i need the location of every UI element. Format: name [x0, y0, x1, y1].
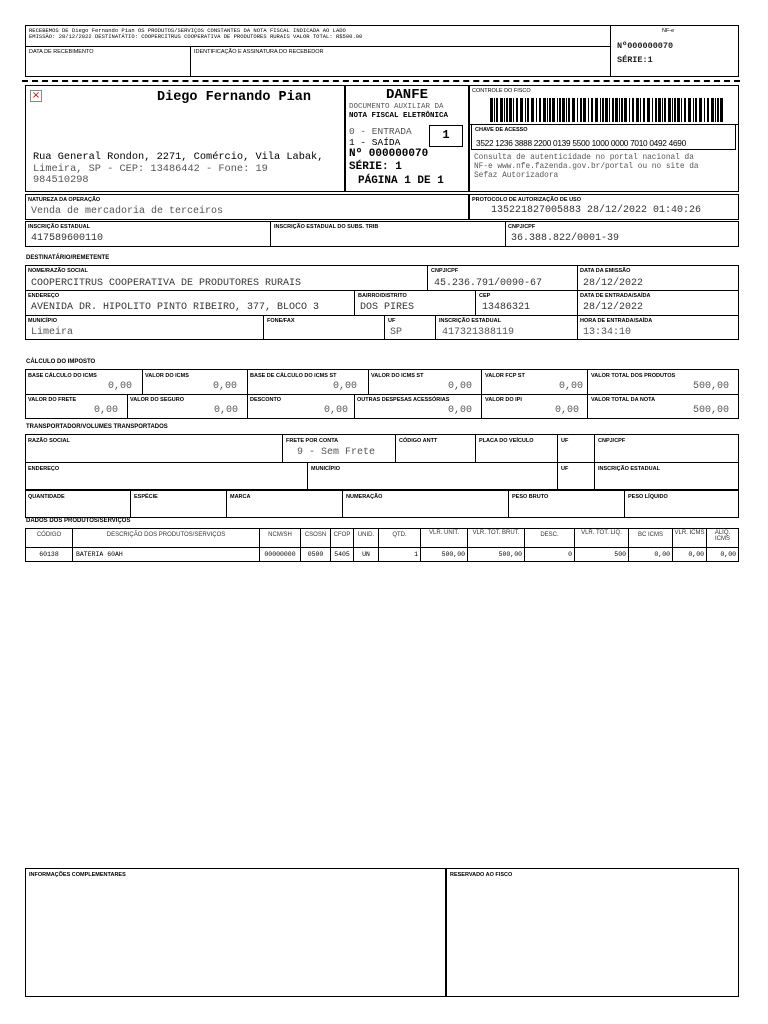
dest-emissao: 28/12/2022: [583, 278, 644, 289]
dest-cnpj: 45.236.791/0090-67: [434, 278, 543, 289]
natureza-label: NATUREZA DA OPERAÇÃO: [28, 197, 101, 203]
row-vlr-tot-brut: 500,00: [498, 551, 522, 558]
emitente-nome: Diego Fernando Pian: [157, 90, 311, 105]
reservado-fisco-box: [446, 868, 739, 997]
canhoto-numero: Nº000000070: [617, 41, 674, 51]
transp-uf2-label: UF: [561, 466, 569, 472]
dest-bairro: DOS PIRES: [360, 302, 415, 313]
produtos-title: DADOS DOS PRODUTOS/SERVIÇOS: [26, 518, 131, 524]
transp-placa-label: PLACA DO VEÍCULO: [479, 438, 534, 444]
transp-municipio-label: MUNICÍPIO: [311, 466, 341, 472]
danfe-serie: SÉRIE: 1: [349, 161, 402, 173]
protocolo-value: 135221827005883 28/12/2022 01:40:26: [491, 205, 702, 216]
chave-acesso: 3522 1236 3888 2200 0139 5500 1000 0000 7010 0492 4690: [476, 138, 686, 148]
transp-frete-label: FRETE POR CONTA: [286, 438, 339, 444]
danfe-numero: Nº 000000070: [349, 148, 429, 160]
barcode: [490, 98, 726, 122]
col-vlr-icms: VLR. ICMS: [674, 530, 705, 536]
valor-icms-st-label: VALOR DO ICMS ST: [371, 373, 424, 379]
destinatario-title: DESTINATÁRIO/REMETENTE: [26, 255, 110, 261]
valor-icms: 0,00: [212, 381, 237, 392]
canhoto-nfe-label: NF-e: [662, 28, 675, 34]
canhoto-line1: RECEBEMOS DE Diego Fernando Pian OS PRODUTOS/SERVIÇOS CONSTANTES DA NOTA FISCAL INDICADA AO LADO: [29, 27, 346, 34]
row-qtd: 1: [414, 551, 418, 558]
protocolo-label: PROTOCOLO DE AUTORIZAÇÃO DE USO: [472, 197, 581, 203]
canhoto-line2: EMISSÃO: 28/12/2022 DESTINATÁTIO: COOPERCITRUS COOPERATIVA DE PRODUTORES RURAIS VALOR TOTAL: R$500.00: [29, 33, 363, 40]
row-descricao: BATERIA 60AH: [76, 551, 123, 558]
info-complementares-label: INFORMAÇÕES COMPLEMENTARES: [29, 872, 126, 878]
row-csosn: 0500: [307, 551, 324, 558]
transp-ie-label: INSCRIÇÃO ESTADUAL: [598, 466, 660, 472]
row-ncm: 00000000: [264, 551, 296, 558]
row-unid: UN: [362, 551, 370, 558]
transp-cnpj-label: CNPJ/CPF: [598, 438, 626, 444]
logo-placeholder-icon: ×: [31, 90, 41, 101]
col-vlr-tot-liq: VLR. TOT. LÍQ.: [581, 530, 622, 536]
transp-especie-label: ESPÉCIE: [134, 494, 158, 500]
emitente-cnpj: 36.388.822/0001-39: [511, 233, 620, 244]
controle-fisco-label: CONTROLE DO FISCO: [472, 88, 531, 94]
consulta-2: NF-e www.nfe.fazenda.gov.br/portal ou no site da: [474, 163, 699, 171]
row-vlr-tot-liq: 500: [614, 551, 626, 558]
emitente-cnpj-label: CNPJ/CPF: [508, 224, 536, 230]
danfe-tipo: 1: [442, 128, 450, 142]
consulta-1: Consulta de autenticidade no portal nacional da: [474, 154, 694, 162]
transp-endereco-label: ENDEREÇO: [28, 466, 60, 472]
dest-emissao-label: DATA DA EMISSÃO: [580, 268, 631, 274]
ipi: 0,00: [554, 405, 579, 416]
dest-entrada-label: DATA DE ENTRADA/SAÍDA: [580, 293, 651, 299]
ipi-label: VALOR DO IPI: [485, 397, 522, 403]
ie-label: INSCRIÇÃO ESTADUAL: [28, 224, 90, 230]
transp-marca-label: MARCA: [230, 494, 251, 500]
col-cfop: CFOP: [333, 532, 351, 538]
emitente-cidade: Limeira, SP - CEP: 13486442 - Fone: 19: [33, 163, 268, 175]
transp-antt-label: CÓDIGO ANTT: [399, 438, 438, 444]
col-codigo: CÓDIGO: [36, 532, 62, 538]
transp-peso-bruto-label: PESO BRUTO: [512, 494, 549, 500]
dest-ie: 417321388119: [442, 327, 515, 338]
col-csosn: CSOSN: [304, 532, 327, 538]
row-desc: 0: [568, 551, 572, 558]
data-recebimento-label: DATA DE RECEBIMENTO: [29, 49, 94, 55]
transp-frete: 9 - Sem Frete: [297, 447, 376, 458]
valor-icms-st: 0,00: [447, 381, 472, 392]
dest-endereco: AVENIDA DR. HIPOLITO PINTO RIBEIRO, 377, BLOCO 3: [31, 302, 320, 313]
info-complementares-box: [25, 868, 446, 997]
desconto: 0,00: [323, 405, 348, 416]
dest-ie-label: INSCRIÇÃO ESTADUAL: [439, 318, 501, 324]
dest-endereco-label: ENDEREÇO: [28, 293, 60, 299]
seguro: 0,00: [213, 405, 238, 416]
transp-quantidade-label: QUANTIDADE: [28, 494, 65, 500]
total-nota-label: VALOR TOTAL DA NOTA: [591, 397, 656, 403]
col-aliq-icms: ALÍQ. ICMS: [714, 530, 731, 542]
dest-nome-label: NOME/RAZÃO SOCIAL: [28, 268, 88, 274]
reservado-fisco-label: RESERVADO AO FISCO: [450, 872, 513, 878]
frete-label: VALOR DO FRETE: [28, 397, 77, 403]
dest-fone-label: FONE/FAX: [267, 318, 295, 324]
natureza-value: Venda de mercadoria de terceiros: [31, 206, 224, 217]
dest-nome: COOPERCITRUS COOPERATIVA DE PRODUTORES RURAIS: [31, 278, 302, 289]
total-produtos-label: VALOR TOTAL DOS PRODUTOS: [591, 373, 676, 379]
cut-line: [22, 80, 740, 82]
total-produtos: 500,00: [692, 381, 729, 392]
dest-cep: 13486321: [482, 302, 531, 313]
danfe-sub1: DOCUMENTO AUXILIAR DA: [349, 103, 444, 111]
transp-razao-label: RAZÃO SOCIAL: [28, 438, 70, 444]
transp-peso-liquido-label: PESO LÍQUIDO: [628, 494, 668, 500]
dest-cep-label: CEP: [479, 293, 491, 299]
dest-hora: 13:34:10: [583, 327, 632, 338]
emitente-fone: 984510298: [33, 174, 89, 186]
total-nota: 500,00: [692, 405, 729, 416]
ie-value: 417589600110: [31, 233, 104, 244]
valor-fcp-st-label: VALOR FCP ST: [485, 373, 525, 379]
danfe-entrada: 0 - ENTRADA: [349, 126, 412, 137]
col-desc: DESC.: [540, 532, 559, 538]
chave-label: CHAVE DE ACESSO: [475, 127, 528, 133]
danfe-pagina: PÁGINA 1 DE 1: [358, 175, 444, 187]
row-aliq-icms: 0,00: [720, 551, 736, 558]
dest-uf: SP: [390, 327, 403, 338]
danfe-saida: 1 - SAÍDA: [349, 137, 401, 148]
dest-entrada: 28/12/2022: [583, 302, 644, 313]
transp-numeracao-label: NUMERAÇÃO: [346, 494, 383, 500]
dest-uf-label: UF: [388, 318, 396, 324]
canhoto-serie: SÉRIE:1: [617, 55, 653, 65]
base-icms-label: BASE CÁLCULO DO ICMS: [28, 373, 97, 379]
transp-uf-label: UF: [561, 438, 569, 444]
transportador-row1: [25, 434, 739, 463]
identificacao-label: IDENTIFICAÇÃO E ASSINATURA DO RECEBEDOR: [194, 49, 324, 55]
danfe-sub2: NOTA FISCAL ELETRÔNICA: [349, 112, 449, 120]
col-bc-icms: BC ICMS: [637, 532, 663, 538]
inscricao-box: [25, 221, 739, 247]
base-icms-st: 0,00: [332, 381, 357, 392]
row-vlr-icms: 0,00: [688, 551, 704, 558]
row-vlr-unit: 500,00: [441, 551, 465, 558]
transportador-title: TRANSPORTADOR/VOLUMES TRANSPORTADOS: [26, 424, 168, 430]
consulta-3: Sefaz Autorizadora: [474, 172, 559, 180]
col-ncm: NCM/SH: [268, 532, 292, 538]
dest-municipio: Limeira: [31, 327, 74, 338]
dest-hora-label: HORA DE ENTRADA/SAÍDA: [580, 318, 653, 324]
frete: 0,00: [93, 405, 118, 416]
col-descricao: DESCRIÇÃO DOS PRODUTOS/SERVIÇOS: [106, 532, 226, 538]
valor-fcp-st: 0,00: [558, 381, 583, 392]
danfe-title: DANFE: [385, 87, 428, 103]
base-icms-st-label: BASE DE CÁLCULO DO ICMS ST: [250, 373, 337, 379]
base-icms: 0,00: [107, 381, 132, 392]
valor-icms-label: VALOR DO ICMS: [145, 373, 189, 379]
seguro-label: VALOR DO SEGURO: [130, 397, 184, 403]
col-qtd: QTD.: [392, 532, 407, 538]
dest-cnpj-label: CNPJ/CPF: [431, 268, 459, 274]
col-unid: UNID.: [357, 532, 375, 538]
outras: 0,00: [447, 405, 472, 416]
emitente-endereco: Rua General Rondon, 2271, Comércio, Vila Labak,: [33, 151, 324, 163]
col-vlr-tot-brut: VLR. TOT. BRUT.: [472, 530, 520, 536]
row-codigo: 60138: [39, 551, 59, 558]
dest-municipio-label: MUNICÍPIO: [28, 318, 58, 324]
outras-label: OUTRAS DESPESAS ACESSÓRIAS: [357, 397, 450, 403]
row-cfop: 5405: [334, 551, 350, 558]
col-vlr-unit: VLR. UNIT.: [428, 530, 459, 536]
dest-bairro-label: BAIRRO/DISTRITO: [358, 293, 407, 299]
desconto-label: DESCONTO: [250, 397, 282, 403]
row-bc-icms: 0,00: [654, 551, 670, 558]
imposto-title: CÁLCULO DO IMPOSTO: [26, 359, 96, 365]
ie-st-label: INSCRIÇÃO ESTADUAL DO SUBS. TRIB: [274, 224, 379, 230]
